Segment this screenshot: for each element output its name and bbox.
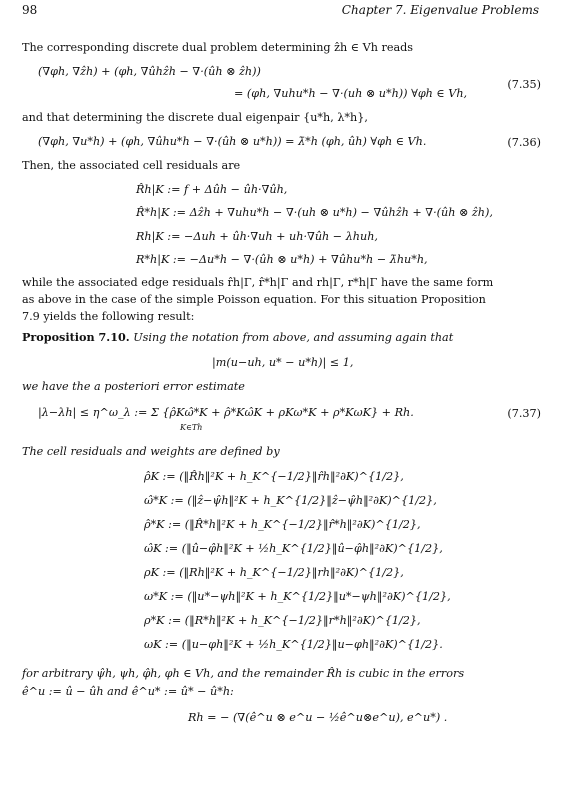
- equation-number-7-36: (7.36): [507, 136, 541, 149]
- proposition-condition: |m(u−uh, u* − u*h)| ≤ 1,: [212, 356, 354, 369]
- weight-1: ρ̂K := (‖R̂h‖²K + h_K^{−1/2}‖r̂h‖²∂K)^{1/2},: [144, 470, 404, 483]
- chapter-title: Chapter 7. Eigenvalue Problems: [341, 3, 539, 17]
- residual-3: Rh|K := −Δuh + ûh·∇uh + uh·∇ûh − λhuh,: [136, 230, 378, 243]
- paragraph-6: The cell residuals and weights are defined by: [22, 445, 280, 458]
- paragraph-3: Then, the associated cell residuals are: [22, 159, 241, 172]
- weight-8: ωK := (‖u−φh‖²K + ½h_K^{1/2}‖u−φh‖²∂K)^{1/2}.: [144, 638, 443, 651]
- paragraph-2: and that determining the discrete dual eigenpair {u*h, λ*h},: [22, 111, 368, 124]
- remainder-equation: Rh = − (∇(ê^u ⊗ e^u − ½ê^u⊗e^u), e^u*) .: [188, 711, 448, 724]
- equation-7-37: |λ−λh| ≤ η^ω_λ := Σ {ρ̂Kω̂*K + ρ̂*Kω̂K + ρKω*K + ρ*KωK} + Rh.: [38, 406, 414, 419]
- equation-7-35-line-2: = (φh, ∇uhu*h − ∇·(uh ⊗ u*h)) ∀φh ∈ Vh,: [234, 87, 468, 100]
- paragraph-5: we have the a posteriori error estimate: [22, 380, 245, 393]
- equation-number-7-37: (7.37): [507, 407, 541, 420]
- equation-7-37-subscript: K∈Th: [180, 423, 203, 432]
- paragraph-4-line-3: 7.9 yields the following result:: [22, 310, 195, 323]
- weight-3: ρ̂*K := (‖R̂*h‖²K + h_K^{−1/2}‖r̂*h‖²∂K)^{1/2},: [144, 518, 421, 531]
- page-number: 98: [22, 3, 38, 17]
- weight-4: ω̂K := (‖û−φ̂h‖²K + ½h_K^{1/2}‖û−φ̂h‖²∂K)^{1/2},: [144, 542, 443, 555]
- proposition-heading: [22, 332, 453, 343]
- residual-4: R*h|K := −Δu*h − ∇·(ûh ⊗ u*h) + ∇ûhu*h − λ̄hu*h,: [136, 253, 428, 266]
- proposition-label: Proposition 7.10.: [22, 330, 130, 344]
- paragraph-1: The corresponding discrete dual problem determining ẑh ∈ Vh reads: [22, 41, 414, 54]
- weight-7: ρ*K := (‖R*h‖²K + h_K^{−1/2}‖r*h‖²∂K)^{1/2},: [144, 614, 421, 627]
- paragraph-7-line-1: for arbitrary ψ̂h, ψh, φ̂h, φh ∈ Vh, and the remainder R̂h is cubic in the errors: [22, 667, 465, 680]
- paragraph-7-line-2: ê^u := û − ûh and ê^u* := û* − û*h:: [22, 685, 234, 698]
- weight-5: ρK := (‖Rh‖²K + h_K^{−1/2}‖rh‖²∂K)^{1/2},: [144, 566, 404, 579]
- equation-7-36: (∇φh, ∇u*h) + (φh, ∇ûhu*h − ∇·(ûh ⊗ u*h)) = λ̄*h (φh, ûh) ∀φh ∈ Vh.: [38, 135, 427, 148]
- paragraph-4-line-2: as above in the case of the simple Poisson equation. For this situation Proposition: [22, 293, 486, 306]
- proposition-text: Using the notation from above, and assuming again that: [133, 331, 454, 344]
- paragraph-4-line-1: while the associated edge residuals r̂h|Γ, r̂*h|Γ and rh|Γ, r*h|Γ have the same form: [22, 276, 494, 289]
- equation-7-35-line-1: (∇φh, ∇ẑh) + (φh, ∇ûhẑh − ∇·(ûh ⊗ ẑh)): [38, 65, 261, 78]
- weight-2: ω̂*K := (‖ẑ−ψ̂h‖²K + h_K^{1/2}‖ẑ−ψ̂h‖²∂K)^{1/2},: [144, 494, 437, 507]
- residual-2: R̂*h|K := Δẑh + ∇uhu*h − ∇·(uh ⊗ u*h) − ∇ûhẑh + ∇·(ûh ⊗ ẑh),: [136, 206, 493, 219]
- residual-1: R̂h|K := f + Δûh − ûh·∇ûh,: [136, 183, 288, 196]
- weight-6: ω*K := (‖u*−ψh‖²K + h_K^{1/2}‖u*−ψh‖²∂K)^{1/2},: [144, 590, 451, 603]
- equation-number-7-35: (7.35): [507, 78, 541, 91]
